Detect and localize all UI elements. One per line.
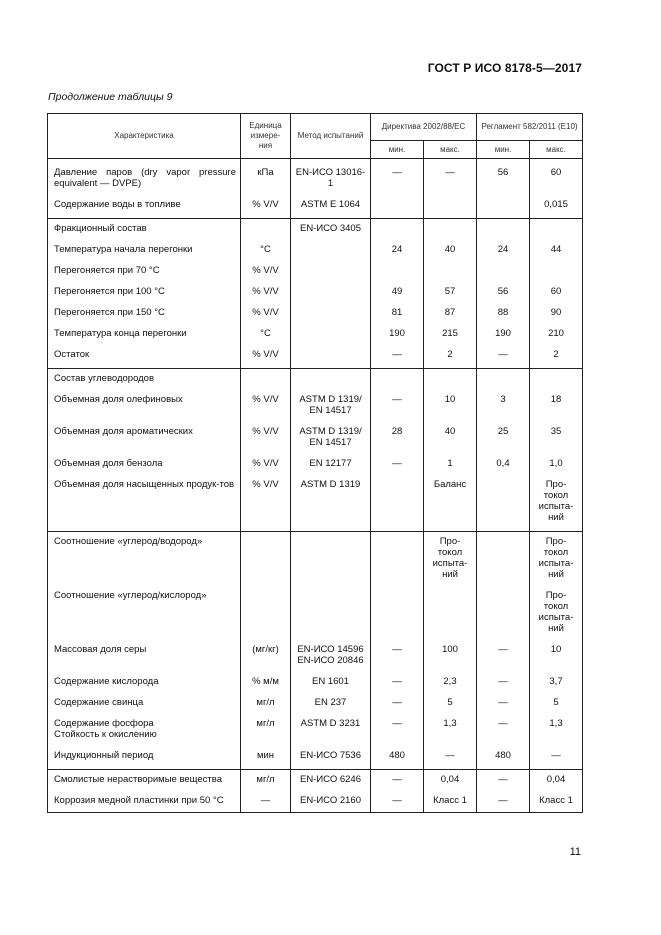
- cell-regulation-max: 1,3: [530, 714, 583, 746]
- cell-directive-min: [371, 195, 424, 219]
- cell-directive-max: 5: [424, 693, 477, 714]
- cell-regulation-min: [477, 261, 530, 282]
- cell-regulation-max: Про-токол испыта-ний: [530, 532, 583, 587]
- cell-characteristic-line1: Содержание фосфора: [54, 718, 154, 729]
- cell-characteristic: Соотношение «углерод/кислород»: [48, 586, 241, 640]
- table-row: [48, 714, 583, 746]
- cell-regulation-max: 210: [530, 324, 583, 345]
- cell-regulation-min: 56: [477, 163, 530, 195]
- cell-regulation-min: —: [477, 345, 530, 369]
- cell-characteristic: Содержание свинца: [48, 693, 241, 714]
- cell-directive-max: 10: [424, 390, 477, 422]
- cell-regulation-max: 90: [530, 303, 583, 324]
- cell-directive-max: 40: [424, 422, 477, 454]
- cell-directive-max: 100: [424, 640, 477, 672]
- cell-regulation-min: —: [477, 714, 530, 746]
- table-row: [48, 454, 583, 475]
- cell-unit: мг/л: [241, 770, 291, 792]
- cell-directive-max: 1: [424, 454, 477, 475]
- cell-method: [291, 586, 371, 640]
- table-row: [48, 586, 583, 640]
- table-row: [48, 791, 583, 813]
- cell-directive-max: Про-токол испыта-ний: [424, 532, 477, 587]
- document-standard-header: ГОСТ Р ИСО 8178-5—2017: [427, 61, 582, 75]
- cell-regulation-max: 60: [530, 163, 583, 195]
- cell-directive-max: [424, 586, 477, 640]
- cell-regulation-min: [477, 586, 530, 640]
- cell-regulation-min: 24: [477, 240, 530, 261]
- cell-regulation-max: 0,04: [530, 770, 583, 792]
- table-row: [48, 282, 583, 303]
- cell-regulation-min: 88: [477, 303, 530, 324]
- table-row: [48, 640, 583, 672]
- specification-table: [47, 113, 583, 813]
- cell-directive-max: Класс 1: [424, 791, 477, 813]
- cell-method: EN 1601: [291, 672, 371, 693]
- cell-directive-max: [424, 261, 477, 282]
- table-row: [48, 693, 583, 714]
- cell-directive-max: —: [424, 746, 477, 770]
- cell-directive-max: 2,3: [424, 672, 477, 693]
- cell-directive-min: 49: [371, 282, 424, 303]
- cell-method: ASTM E 1064: [291, 195, 371, 219]
- cell-characteristic: Индукционный период: [48, 746, 241, 770]
- cell-characteristic: Температура конца перегонки: [48, 324, 241, 345]
- col-header-regulation-min: мин.: [477, 141, 530, 159]
- cell-regulation-min: [477, 195, 530, 219]
- table-row: [48, 219, 583, 241]
- cell-characteristic: Температура начала перегонки: [48, 240, 241, 261]
- cell-directive-min: [371, 369, 424, 391]
- cell-regulation-max: 0,015: [530, 195, 583, 219]
- table-row: [48, 345, 583, 369]
- cell-directive-min: —: [371, 693, 424, 714]
- cell-directive-min: [371, 475, 424, 532]
- col-header-characteristic: Характеристика: [48, 114, 241, 159]
- cell-characteristic: Смолистые нерастворимые вещества: [48, 770, 241, 792]
- cell-method: [291, 345, 371, 369]
- cell-directive-max: [424, 369, 477, 391]
- cell-regulation-min: 25: [477, 422, 530, 454]
- cell-directive-min: —: [371, 390, 424, 422]
- cell-directive-min: [371, 586, 424, 640]
- cell-regulation-min: [477, 219, 530, 241]
- cell-directive-max: 1,3: [424, 714, 477, 746]
- cell-method: [291, 261, 371, 282]
- cell-regulation-max: 10: [530, 640, 583, 672]
- cell-regulation-max: 35: [530, 422, 583, 454]
- cell-unit: (мг/кг): [241, 640, 291, 672]
- cell-directive-min: —: [371, 672, 424, 693]
- cell-directive-min: [371, 532, 424, 587]
- cell-characteristic: Содержание кислорода: [48, 672, 241, 693]
- cell-regulation-min: —: [477, 640, 530, 672]
- col-header-directive-max: макс.: [424, 141, 477, 159]
- cell-unit: [241, 369, 291, 391]
- cell-characteristic: Состав углеводородов: [48, 369, 241, 391]
- cell-unit: % V/V: [241, 282, 291, 303]
- cell-directive-min: 81: [371, 303, 424, 324]
- cell-characteristic: Объемная доля ароматических: [48, 422, 241, 454]
- cell-characteristic: [48, 714, 241, 746]
- cell-unit: мг/л: [241, 693, 291, 714]
- cell-directive-min: —: [371, 714, 424, 746]
- cell-method: [291, 240, 371, 261]
- col-header-regulation-max: макс.: [530, 141, 583, 159]
- table-row: [48, 672, 583, 693]
- cell-unit: °C: [241, 240, 291, 261]
- cell-method: EN-ИСО 13016-1: [291, 163, 371, 195]
- cell-characteristic: Перегоняется при 150 °C: [48, 303, 241, 324]
- cell-regulation-min: 56: [477, 282, 530, 303]
- table-row: [48, 240, 583, 261]
- cell-regulation-min: 190: [477, 324, 530, 345]
- cell-unit: [241, 219, 291, 241]
- cell-method: [291, 532, 371, 587]
- col-header-method: Метод испытаний: [291, 114, 371, 159]
- col-header-directive-min: мин.: [371, 141, 424, 159]
- cell-regulation-max: [530, 369, 583, 391]
- cell-directive-min: 24: [371, 240, 424, 261]
- cell-method: [291, 303, 371, 324]
- col-header-unit: Единица измере-ния: [241, 114, 291, 159]
- cell-directive-max: [424, 195, 477, 219]
- cell-unit: % V/V: [241, 475, 291, 532]
- cell-directive-max: [424, 219, 477, 241]
- cell-regulation-max: 1,0: [530, 454, 583, 475]
- cell-directive-min: 190: [371, 324, 424, 345]
- table-row: [48, 390, 583, 422]
- cell-unit: —: [241, 791, 291, 813]
- cell-method: EN-ИСО 14596 EN-ИСО 20846: [291, 640, 371, 672]
- cell-method: ASTM D 1319/ EN 14517: [291, 390, 371, 422]
- cell-unit: мин: [241, 746, 291, 770]
- col-header-regulation: Регламент 582/2011 (E10): [477, 114, 583, 141]
- cell-unit: % V/V: [241, 422, 291, 454]
- cell-method: ASTM D 1319/ EN 14517: [291, 422, 371, 454]
- cell-directive-min: —: [371, 454, 424, 475]
- cell-characteristic: Объемная доля насыщенных продук-тов: [48, 475, 241, 532]
- cell-unit: % V/V: [241, 303, 291, 324]
- cell-regulation-min: —: [477, 791, 530, 813]
- cell-unit: кПа: [241, 163, 291, 195]
- cell-method: EN-ИСО 3405: [291, 219, 371, 241]
- cell-regulation-max: Про-токол испыта-ний: [530, 586, 583, 640]
- cell-regulation-min: —: [477, 672, 530, 693]
- page-number: 11: [569, 846, 581, 858]
- cell-characteristic: Перегоняется при 70 °C: [48, 261, 241, 282]
- table-row: [48, 770, 583, 792]
- cell-unit: [241, 532, 291, 587]
- cell-directive-max: 57: [424, 282, 477, 303]
- table-row: [48, 324, 583, 345]
- cell-method: ASTM D 3231: [291, 714, 371, 746]
- cell-directive-max: 0,04: [424, 770, 477, 792]
- cell-characteristic: Перегоняется при 100 °C: [48, 282, 241, 303]
- cell-regulation-min: [477, 475, 530, 532]
- cell-directive-max: —: [424, 163, 477, 195]
- cell-characteristic: Остаток: [48, 345, 241, 369]
- table-row: [48, 195, 583, 219]
- cell-unit: [241, 586, 291, 640]
- cell-directive-min: —: [371, 791, 424, 813]
- table-row: [48, 422, 583, 454]
- cell-regulation-max: [530, 219, 583, 241]
- cell-regulation-max: Класс 1: [530, 791, 583, 813]
- cell-directive-max: 215: [424, 324, 477, 345]
- cell-regulation-max: 44: [530, 240, 583, 261]
- cell-directive-max: 40: [424, 240, 477, 261]
- cell-regulation-min: 0,4: [477, 454, 530, 475]
- table-row: [48, 163, 583, 195]
- cell-regulation-max: 2: [530, 345, 583, 369]
- table-row: [48, 746, 583, 770]
- cell-method: ASTM D 1319: [291, 475, 371, 532]
- cell-directive-min: 28: [371, 422, 424, 454]
- cell-method: EN-ИСО 6246: [291, 770, 371, 792]
- cell-characteristic: Объемная доля бензола: [48, 454, 241, 475]
- cell-directive-max: 2: [424, 345, 477, 369]
- cell-directive-min: —: [371, 640, 424, 672]
- cell-characteristic: Давление паров (dry vapor pressure equivalent — DVPE): [48, 163, 241, 195]
- cell-regulation-min: —: [477, 770, 530, 792]
- cell-regulation-min: [477, 369, 530, 391]
- cell-directive-min: —: [371, 163, 424, 195]
- cell-unit: % V/V: [241, 390, 291, 422]
- cell-characteristic: Соотношение «углерод/водород»: [48, 532, 241, 587]
- col-header-directive: Директива 2002/88/EC: [371, 114, 477, 141]
- cell-method: [291, 282, 371, 303]
- cell-regulation-max: Про-токол испыта-ний: [530, 475, 583, 532]
- cell-directive-min: [371, 261, 424, 282]
- cell-regulation-min: 480: [477, 746, 530, 770]
- table-row: [48, 532, 583, 587]
- cell-unit: % м/м: [241, 672, 291, 693]
- cell-unit: % V/V: [241, 261, 291, 282]
- cell-directive-min: [371, 219, 424, 241]
- cell-regulation-max: —: [530, 746, 583, 770]
- cell-directive-min: —: [371, 345, 424, 369]
- cell-characteristic-line2: Стойкость к окислению: [54, 729, 157, 740]
- cell-directive-min: 480: [371, 746, 424, 770]
- table-row: [48, 369, 583, 391]
- table-row: [48, 261, 583, 282]
- cell-directive-max: 87: [424, 303, 477, 324]
- cell-method: EN-ИСО 2160: [291, 791, 371, 813]
- table-row: [48, 303, 583, 324]
- cell-unit: % V/V: [241, 454, 291, 475]
- cell-regulation-min: —: [477, 693, 530, 714]
- table-caption: Продолжение таблицы 9: [48, 91, 173, 103]
- cell-method: [291, 324, 371, 345]
- cell-method: EN-ИСО 7536: [291, 746, 371, 770]
- cell-directive-min: —: [371, 770, 424, 792]
- cell-characteristic: Коррозия медной пластинки при 50 °C: [48, 791, 241, 813]
- cell-unit: % V/V: [241, 345, 291, 369]
- cell-regulation-max: 18: [530, 390, 583, 422]
- cell-directive-max: Баланс: [424, 475, 477, 532]
- cell-method: EN 237: [291, 693, 371, 714]
- cell-regulation-min: 3: [477, 390, 530, 422]
- cell-regulation-max: 5: [530, 693, 583, 714]
- cell-method: EN 12177: [291, 454, 371, 475]
- cell-regulation-max: 60: [530, 282, 583, 303]
- cell-unit: мг/л: [241, 714, 291, 746]
- cell-characteristic: Содержание воды в топливе: [48, 195, 241, 219]
- table-row: [48, 475, 583, 532]
- cell-characteristic: Объемная доля олефиновых: [48, 390, 241, 422]
- cell-unit: % V/V: [241, 195, 291, 219]
- cell-regulation-max: 3,7: [530, 672, 583, 693]
- cell-method: [291, 369, 371, 391]
- cell-characteristic: Массовая доля серы: [48, 640, 241, 672]
- cell-regulation-max: [530, 261, 583, 282]
- cell-unit: °C: [241, 324, 291, 345]
- cell-regulation-min: [477, 532, 530, 587]
- cell-characteristic: Фракционный состав: [48, 219, 241, 241]
